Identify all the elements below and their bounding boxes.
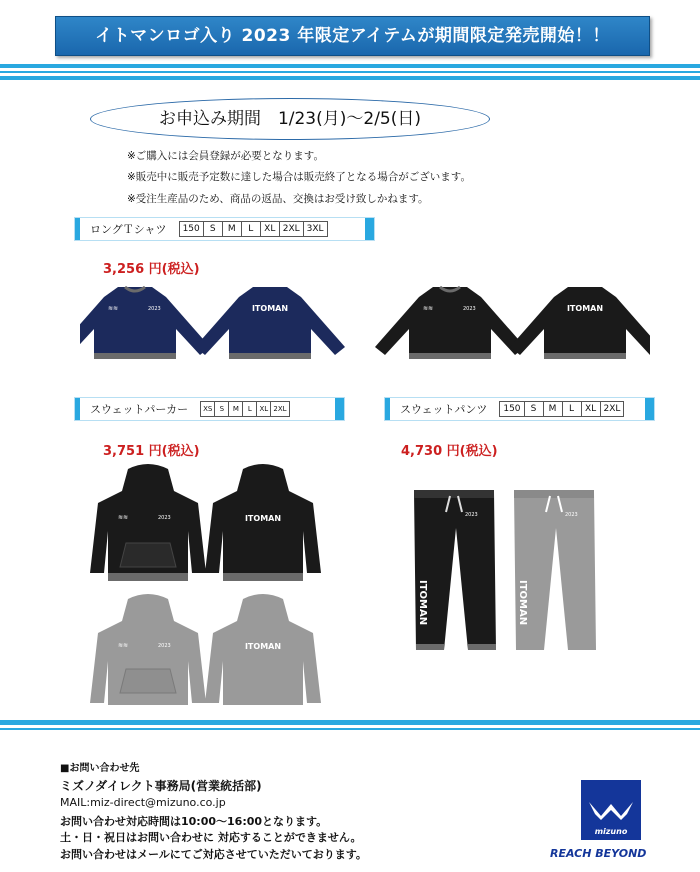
hoodie-images [88, 463, 338, 713]
svg-text:≋≋: ≋≋ [423, 305, 434, 312]
size-chart: 150 S M L XL 2XL [499, 401, 624, 417]
hoodie-black-back [205, 464, 321, 581]
product-label-longtee [75, 218, 374, 240]
pants-images [410, 488, 610, 660]
svg-text:ITOMAN: ITOMAN [251, 304, 289, 313]
contact-office: ミズノダイレクト事務局(営業統括部) [60, 779, 262, 793]
svg-text:2023: 2023 [565, 512, 578, 518]
svg-text:ITOMAN: ITOMAN [517, 580, 528, 626]
brand-tagline: REACH BEYOND [550, 847, 647, 860]
note-membership: ※ご購入には会員登録が必要となります。 [127, 150, 324, 162]
svg-text:≋≋: ≋≋ [108, 305, 119, 312]
note-sold-out: ※販売中に販売予定数に達した場合は販売終了となる場合がございます。 [127, 171, 471, 183]
svg-text:≋≋: ≋≋ [118, 642, 129, 649]
hoodie-grey-front [90, 594, 206, 705]
svg-text:2023: 2023 [463, 306, 476, 312]
product-name: スウェットパンツ [400, 403, 488, 416]
svg-text:≋≋: ≋≋ [118, 514, 129, 521]
divider-stripe [0, 71, 700, 73]
product-label-hoodie [75, 398, 344, 420]
svg-text:ITOMAN: ITOMAN [566, 304, 604, 313]
price-longtee: 3,256 円(税込) [103, 262, 200, 277]
divider-stripe [0, 728, 700, 730]
svg-text:mizuno: mizuno [594, 827, 628, 836]
announcement-banner: イトマンロゴ入り 2023 年限定アイテムが期間限定発売開始！！ [55, 16, 650, 56]
product-label-pants [385, 398, 654, 420]
price-hoodie: 3,751 円(税込) [103, 444, 200, 459]
svg-text:ITOMAN: ITOMAN [244, 642, 282, 651]
divider-stripe [0, 720, 700, 725]
divider-stripe [0, 64, 700, 68]
contact-hours: お問い合わせ対応時間は10:00～16:00となります。 [60, 815, 328, 828]
contact-closed-days: 土・日・祝日はお問い合わせに 対応することができません。 [60, 831, 362, 844]
svg-text:2023: 2023 [148, 306, 161, 312]
size-chart: XS S M L XL 2XL [200, 401, 289, 417]
svg-text:ITOMAN: ITOMAN [417, 580, 428, 626]
longtee-black-back [510, 287, 650, 359]
product-name: ロングＴシャツ [90, 223, 167, 236]
svg-text:2023: 2023 [158, 515, 171, 521]
contact-method: お問い合わせはメールにてご対応させていただいております。 [60, 848, 367, 861]
product-name: スウェットパーカー [90, 403, 189, 416]
longtee-navy-back [195, 287, 345, 359]
price-pants: 4,730 円(税込) [401, 444, 498, 459]
contact-mail: MAIL:miz-direct@mizuno.co.jp [60, 796, 226, 809]
note-no-returns: ※受注生産品のため、商品の返品、交換はお受け致しかねます。 [127, 193, 429, 205]
divider-stripe [0, 76, 700, 80]
application-period: お申込み期間 1/23(月)～2/5(日) [90, 98, 490, 140]
svg-text:2023: 2023 [465, 512, 478, 518]
pants-grey [514, 490, 596, 650]
size-chart: 150 S M L XL 2XL 3XL [179, 221, 328, 237]
mizuno-logo [581, 780, 641, 840]
longtee-black-front [375, 287, 525, 359]
longtee-navy-front [80, 287, 210, 359]
hoodie-grey-back [205, 594, 321, 705]
contact-heading: ■お問い合わせ先 [60, 763, 140, 774]
svg-text:ITOMAN: ITOMAN [244, 514, 282, 523]
hoodie-black-front [90, 464, 206, 581]
pants-black [414, 490, 496, 650]
svg-text:2023: 2023 [158, 643, 171, 649]
longtee-images [80, 283, 650, 363]
